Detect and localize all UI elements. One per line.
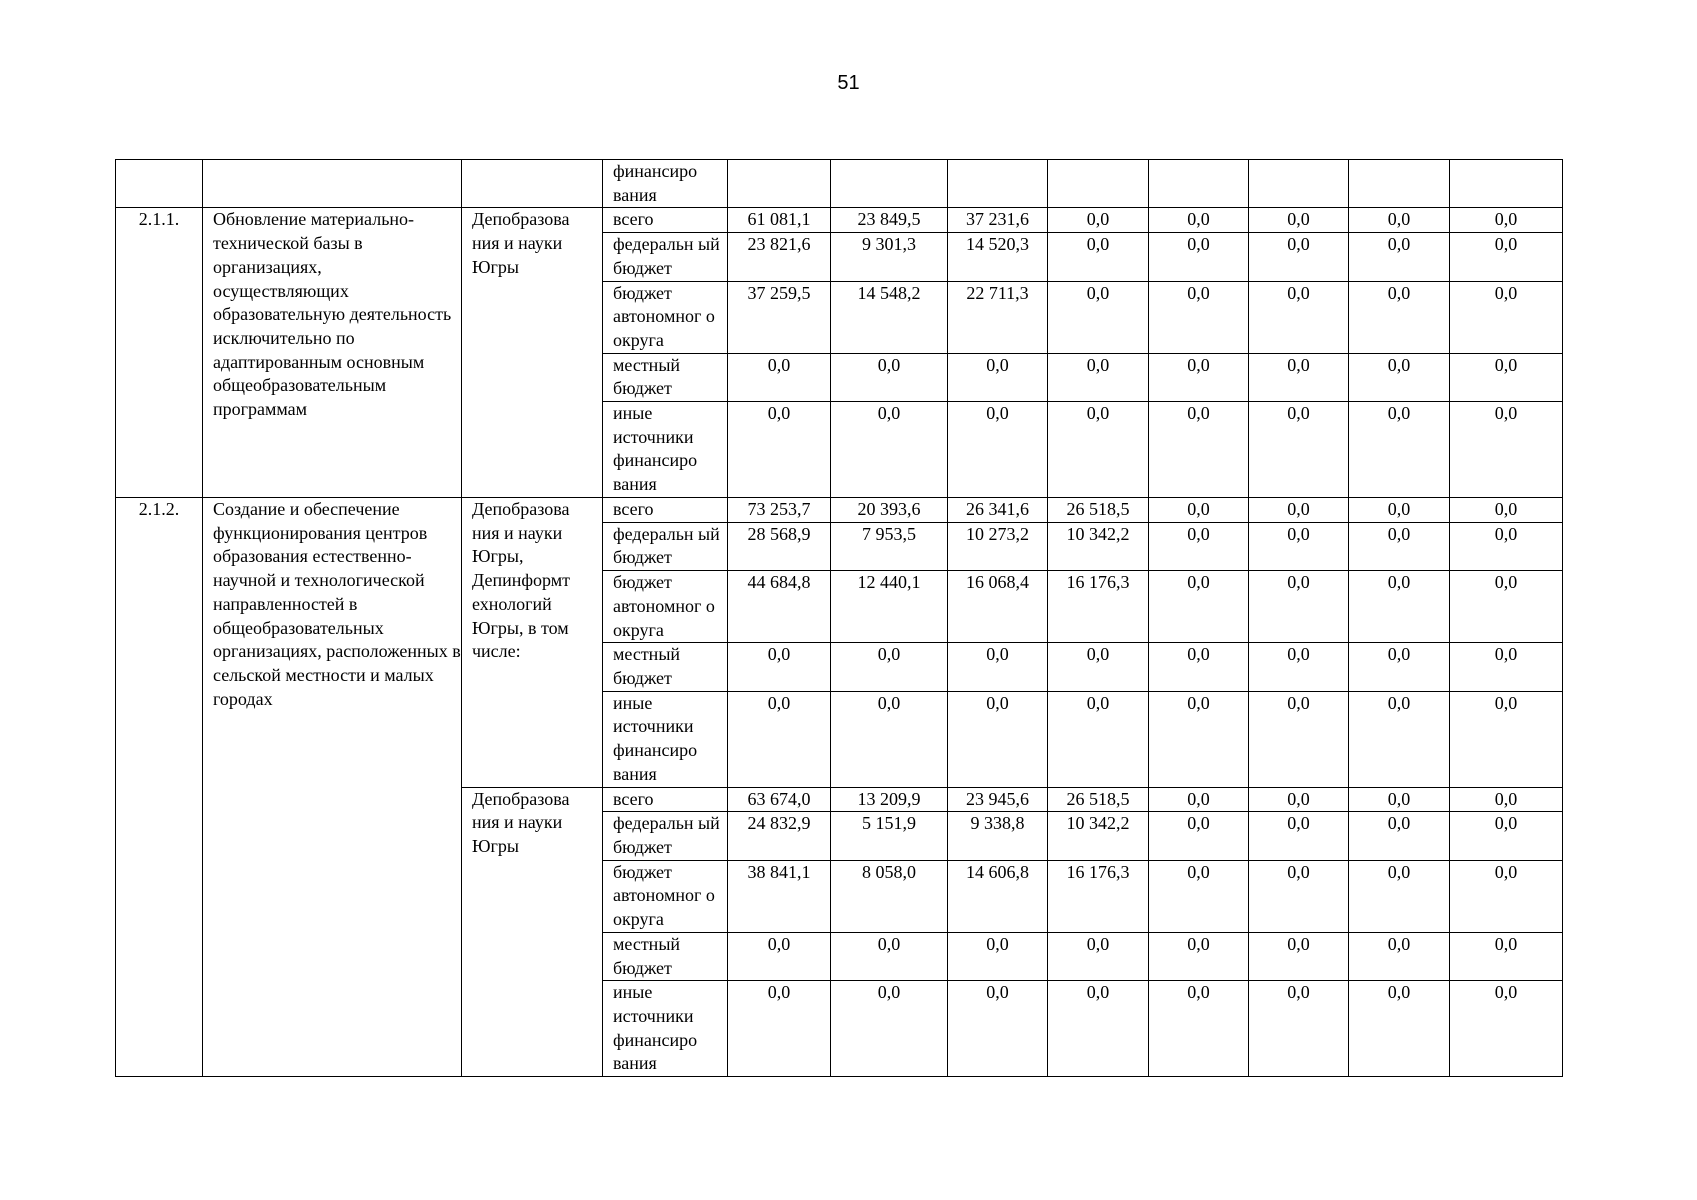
value-cell: 0,0: [1349, 281, 1450, 353]
value-cell: 10 273,2: [948, 522, 1048, 570]
value-cell: 0,0: [1149, 932, 1249, 980]
value-cell: 0,0: [948, 691, 1048, 787]
executor-cell: Депобразова ния и науки Югры, Депинформт ехнологий Югры, в том числе:: [462, 498, 603, 788]
value-cell: 0,0: [1450, 281, 1563, 353]
value-cell: 61 081,1: [728, 208, 831, 233]
executor-cell: Депобразова ния и науки Югры: [462, 787, 603, 1077]
value-cell: 44 684,8: [728, 571, 831, 643]
table-row: [116, 498, 1563, 523]
value-cell: 12 440,1: [831, 571, 948, 643]
executor-cell: [462, 160, 603, 208]
value-cell: 24 832,9: [728, 812, 831, 860]
value-cell: [831, 160, 948, 208]
value-cell: 0,0: [1450, 208, 1563, 233]
value-cell: [948, 160, 1048, 208]
value-cell: 14 606,8: [948, 860, 1048, 932]
value-cell: 0,0: [1048, 981, 1149, 1077]
value-cell: 0,0: [1149, 402, 1249, 498]
value-cell: [728, 160, 831, 208]
value-cell: 10 342,2: [1048, 522, 1149, 570]
value-cell: 7 953,5: [831, 522, 948, 570]
value-cell: 0,0: [1349, 402, 1450, 498]
value-cell: 0,0: [1149, 571, 1249, 643]
value-cell: 0,0: [1349, 691, 1450, 787]
value-cell: 0,0: [831, 402, 948, 498]
value-cell: [1249, 160, 1349, 208]
value-cell: 0,0: [728, 981, 831, 1077]
value-cell: 0,0: [1249, 402, 1349, 498]
value-cell: 13 209,9: [831, 787, 948, 812]
executor-cell: Депобразова ния и науки Югры: [462, 208, 603, 498]
value-cell: 0,0: [831, 981, 948, 1077]
value-cell: 0,0: [831, 353, 948, 401]
value-cell: 8 058,0: [831, 860, 948, 932]
value-cell: 0,0: [1048, 233, 1149, 281]
source-cell: федеральн ый бюджет: [603, 522, 728, 570]
value-cell: 0,0: [831, 932, 948, 980]
value-cell: [1048, 160, 1149, 208]
value-cell: 23 849,5: [831, 208, 948, 233]
source-cell: всего: [603, 498, 728, 523]
value-cell: 0,0: [1249, 981, 1349, 1077]
value-cell: 0,0: [948, 932, 1048, 980]
value-cell: 0,0: [948, 643, 1048, 691]
value-cell: 22 711,3: [948, 281, 1048, 353]
item-name: Создание и обеспечение функционирования центров образования естественно-научной и технологической направленностей в общеобразовательных организациях, расположенных в сельской местности и малых городах: [203, 498, 462, 1077]
source-cell: бюджет автономног о округа: [603, 571, 728, 643]
source-cell: местный бюджет: [603, 353, 728, 401]
value-cell: 0,0: [1149, 643, 1249, 691]
value-cell: 0,0: [1450, 981, 1563, 1077]
source-cell: иные источники финансиро вания: [603, 402, 728, 498]
value-cell: 0,0: [1149, 981, 1249, 1077]
source-cell: всего: [603, 787, 728, 812]
source-cell: бюджет автономног о округа: [603, 281, 728, 353]
item-code: 2.1.2.: [116, 498, 203, 1077]
value-cell: 0,0: [1450, 932, 1563, 980]
value-cell: 0,0: [728, 643, 831, 691]
value-cell: 0,0: [1249, 233, 1349, 281]
value-cell: 0,0: [1349, 353, 1450, 401]
value-cell: 0,0: [948, 353, 1048, 401]
value-cell: 16 068,4: [948, 571, 1048, 643]
value-cell: 9 301,3: [831, 233, 948, 281]
value-cell: 0,0: [1349, 860, 1450, 932]
page-number: 51: [837, 72, 860, 94]
value-cell: 0,0: [1450, 498, 1563, 523]
value-cell: 14 548,2: [831, 281, 948, 353]
value-cell: 63 674,0: [728, 787, 831, 812]
source-cell: всего: [603, 208, 728, 233]
source-cell: финансиро вания: [603, 160, 728, 208]
value-cell: 26 341,6: [948, 498, 1048, 523]
value-cell: 0,0: [831, 643, 948, 691]
value-cell: 0,0: [1149, 860, 1249, 932]
source-cell: федеральн ый бюджет: [603, 233, 728, 281]
value-cell: 0,0: [1048, 691, 1149, 787]
value-cell: 0,0: [1450, 643, 1563, 691]
value-cell: 0,0: [1249, 281, 1349, 353]
value-cell: 14 520,3: [948, 233, 1048, 281]
value-cell: 0,0: [1249, 571, 1349, 643]
value-cell: 0,0: [1149, 498, 1249, 523]
code-cell: [116, 160, 203, 208]
value-cell: 0,0: [1249, 691, 1349, 787]
value-cell: 26 518,5: [1048, 498, 1149, 523]
value-cell: [1149, 160, 1249, 208]
value-cell: 0,0: [1249, 522, 1349, 570]
value-cell: 37 231,6: [948, 208, 1048, 233]
value-cell: 0,0: [1149, 522, 1249, 570]
value-cell: 0,0: [1349, 932, 1450, 980]
value-cell: 0,0: [1149, 233, 1249, 281]
value-cell: 5 151,9: [831, 812, 948, 860]
value-cell: 0,0: [1349, 571, 1450, 643]
value-cell: 0,0: [1450, 691, 1563, 787]
value-cell: 0,0: [1349, 233, 1450, 281]
value-cell: 0,0: [728, 932, 831, 980]
value-cell: 0,0: [728, 402, 831, 498]
continuation-row: [116, 160, 1563, 208]
value-cell: 0,0: [1048, 208, 1149, 233]
value-cell: 0,0: [1450, 860, 1563, 932]
value-cell: 0,0: [1249, 787, 1349, 812]
value-cell: 0,0: [1149, 281, 1249, 353]
budget-table-body: [116, 160, 1563, 1077]
value-cell: 0,0: [1149, 787, 1249, 812]
value-cell: 0,0: [1450, 233, 1563, 281]
source-cell: местный бюджет: [603, 932, 728, 980]
value-cell: 0,0: [1450, 522, 1563, 570]
value-cell: 0,0: [1048, 402, 1149, 498]
value-cell: 16 176,3: [1048, 860, 1149, 932]
value-cell: 0,0: [1450, 812, 1563, 860]
value-cell: 0,0: [1349, 498, 1450, 523]
value-cell: 0,0: [948, 981, 1048, 1077]
value-cell: 0,0: [1349, 522, 1450, 570]
name-cell: [203, 160, 462, 208]
source-cell: иные источники финансиро вания: [603, 691, 728, 787]
value-cell: 0,0: [728, 691, 831, 787]
value-cell: 0,0: [1249, 860, 1349, 932]
item-name: Обновление материально-технической базы в организациях, осуществляющих образовательную деятельность исключительно по адаптированным основным общеобразовательным программам: [203, 208, 462, 498]
value-cell: 23 821,6: [728, 233, 831, 281]
value-cell: 0,0: [1048, 932, 1149, 980]
value-cell: 0,0: [1249, 498, 1349, 523]
value-cell: 0,0: [1450, 787, 1563, 812]
value-cell: 0,0: [1149, 812, 1249, 860]
value-cell: 38 841,1: [728, 860, 831, 932]
value-cell: 0,0: [728, 353, 831, 401]
table-row: [116, 208, 1563, 233]
value-cell: 0,0: [1249, 353, 1349, 401]
budget-table: [115, 159, 1563, 1077]
value-cell: 0,0: [1450, 402, 1563, 498]
value-cell: 0,0: [1149, 208, 1249, 233]
value-cell: 0,0: [1349, 981, 1450, 1077]
value-cell: 0,0: [1249, 208, 1349, 233]
value-cell: 0,0: [948, 402, 1048, 498]
value-cell: 23 945,6: [948, 787, 1048, 812]
value-cell: 0,0: [1450, 353, 1563, 401]
value-cell: 0,0: [1450, 571, 1563, 643]
value-cell: 0,0: [1349, 208, 1450, 233]
source-cell: иные источники финансиро вания: [603, 981, 728, 1077]
value-cell: [1349, 160, 1450, 208]
value-cell: 20 393,6: [831, 498, 948, 523]
value-cell: 0,0: [831, 691, 948, 787]
source-cell: бюджет автономног о округа: [603, 860, 728, 932]
value-cell: 0,0: [1048, 281, 1149, 353]
value-cell: 0,0: [1349, 812, 1450, 860]
value-cell: 10 342,2: [1048, 812, 1149, 860]
value-cell: 0,0: [1249, 812, 1349, 860]
item-code: 2.1.1.: [116, 208, 203, 498]
value-cell: 16 176,3: [1048, 571, 1149, 643]
source-cell: местный бюджет: [603, 643, 728, 691]
value-cell: 73 253,7: [728, 498, 831, 523]
value-cell: 37 259,5: [728, 281, 831, 353]
value-cell: 0,0: [1149, 353, 1249, 401]
value-cell: 9 338,8: [948, 812, 1048, 860]
value-cell: 28 568,9: [728, 522, 831, 570]
value-cell: 0,0: [1048, 643, 1149, 691]
value-cell: 0,0: [1249, 932, 1349, 980]
value-cell: 0,0: [1048, 353, 1149, 401]
value-cell: 0,0: [1149, 691, 1249, 787]
value-cell: 0,0: [1249, 643, 1349, 691]
value-cell: [1450, 160, 1563, 208]
value-cell: 0,0: [1349, 643, 1450, 691]
source-cell: федеральн ый бюджет: [603, 812, 728, 860]
value-cell: 26 518,5: [1048, 787, 1149, 812]
value-cell: 0,0: [1349, 787, 1450, 812]
